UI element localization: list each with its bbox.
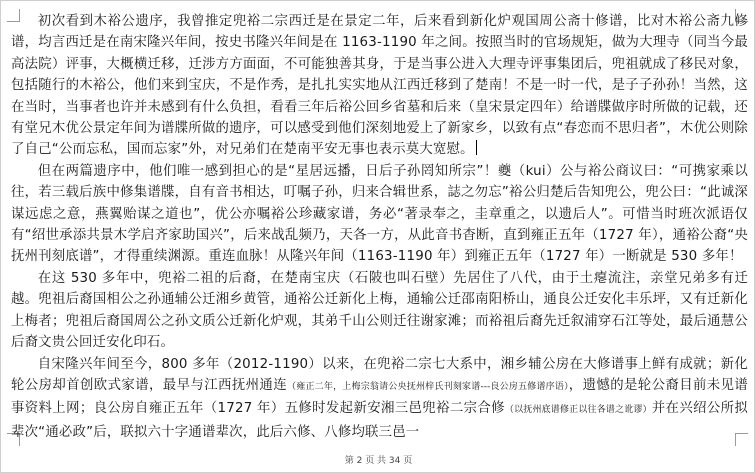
paragraph-text: 但在两篇遗序中，他们唯一感到担心的是“星居远播，日后子孙罔知所宗”！夔（kui）公与裕公商议曰：“可携家乘以往，若三载后族中修集谱牒，自有音书相达，叮嘱子孙，归来合辑世系，誌之勿忘”裕公归楚后告知兜公，兜公曰：“此诚深谋远虑之意，燕翼贻谋之道也”，优公亦嘱裕公珍藏家谱，务必“著录奉之，圭章重之，以遗后人”。可惜当时班次派语仅有“绍世承添共景木学启齐家助国兴”，后来战乱频乃，天各一方，从此音书杳断，直到雍正五年（1727 年），通裕公裔“央抚州刊刻底谱”，才得重续渊源。重连血脉！从隆兴年间（1163-1190 年）到雍正五年（1727 年）一断就是 530 多年！ (11, 163, 748, 265)
paragraph-text: 并在兴绍公所拟辈次“通必政”后，联拟六十字通谱辈次，此后六修、八修均联三邑一 (11, 401, 748, 440)
paragraph-text: ，遗憾的是轮公裔目前未见谱事资料上网；良公房自雍正五年（1727 年）五修时发起新安湘三邑兜裕二宗合修 (11, 377, 748, 417)
paragraph-text: 自宋隆兴年间至今，800 多年（2012-1190）以来，在兜裕二宗七大系中，湘乡辅公房在大修谱事上鲜有成就；新化轮公房却首创欧式家谱，最早与江西抚州通连 (11, 356, 748, 393)
paragraph-text: 在这 530 多年中，兜裕二祖的后裔，在楚南宝庆（石陂也叫石壁）先居住了八代，由于土瘪流注，亲堂兄弟多有迁越。兜祖后裔国相公之孙通辅公迁湘乡黄管，通裕公迁新化上梅，通输公迁邵南阳桥山，通良公迁安化丰乐坪，又有迁新化上梅者；兜祖后裔国周公之孙文质公迁新化炉观，其弟千山公则迁往谢家滩；而裕祖后裔先迁叙浦穿石江等处，最后通慧公后裔文贵公回迁安化印石。 (11, 270, 748, 351)
text-cursor (476, 140, 477, 155)
inline-annotation: （以抚州底谱修正以往各谱之讹谬） (504, 405, 652, 416)
page-indicator: 第 2 页 共 34 页 (344, 456, 413, 466)
paragraph (11, 354, 748, 444)
paragraph (11, 161, 748, 268)
paragraph-text: 初次看到木裕公遗序，我曾推定兜裕二宗西迁是在景定二年，后来看到新化炉观国周公斋十修谱，比对木裕公斋九修谱，均言西迁是在南宋隆兴年间，按史书隆兴年间是在 1163-1190 年之间。按照当时的官场规矩，做为大理寺（同当今最高法院）评事，大概横迁移，迁涉方方面面，不可能独善其身，于是当事公进入大理寺评事集团后，兜祖就成了移民对象，包括随行的木裕公，他们来到宝庆，不是作秀，是扎扎实实地从江西迁移到了楚南！不是一时一代，是子子孙孙！当然，这在当时，当事者也许并未感到有什么负担，看看三年后裕公回乡省墓和后来（皇宋景定四年）给谱牒做序时所做的记载，还有堂兄木优公景定年间为谱牒所做的遗序，可以感受到他们深刻地爱上了新家乡，以致有点“春恋而不思归者”，木优公则除了自己“公而忘私，国而忘家”外，对兄弟们在楚南平安无事也表示莫大宽慰。 (11, 14, 748, 158)
paragraph (11, 268, 748, 354)
inline-annotation: （雍正二年，上梅宗翁请公央抚州梓氏刊刻家谱---良公房五修谱序语） (287, 381, 569, 392)
paragraph (11, 11, 748, 161)
document-body[interactable] (11, 11, 748, 446)
